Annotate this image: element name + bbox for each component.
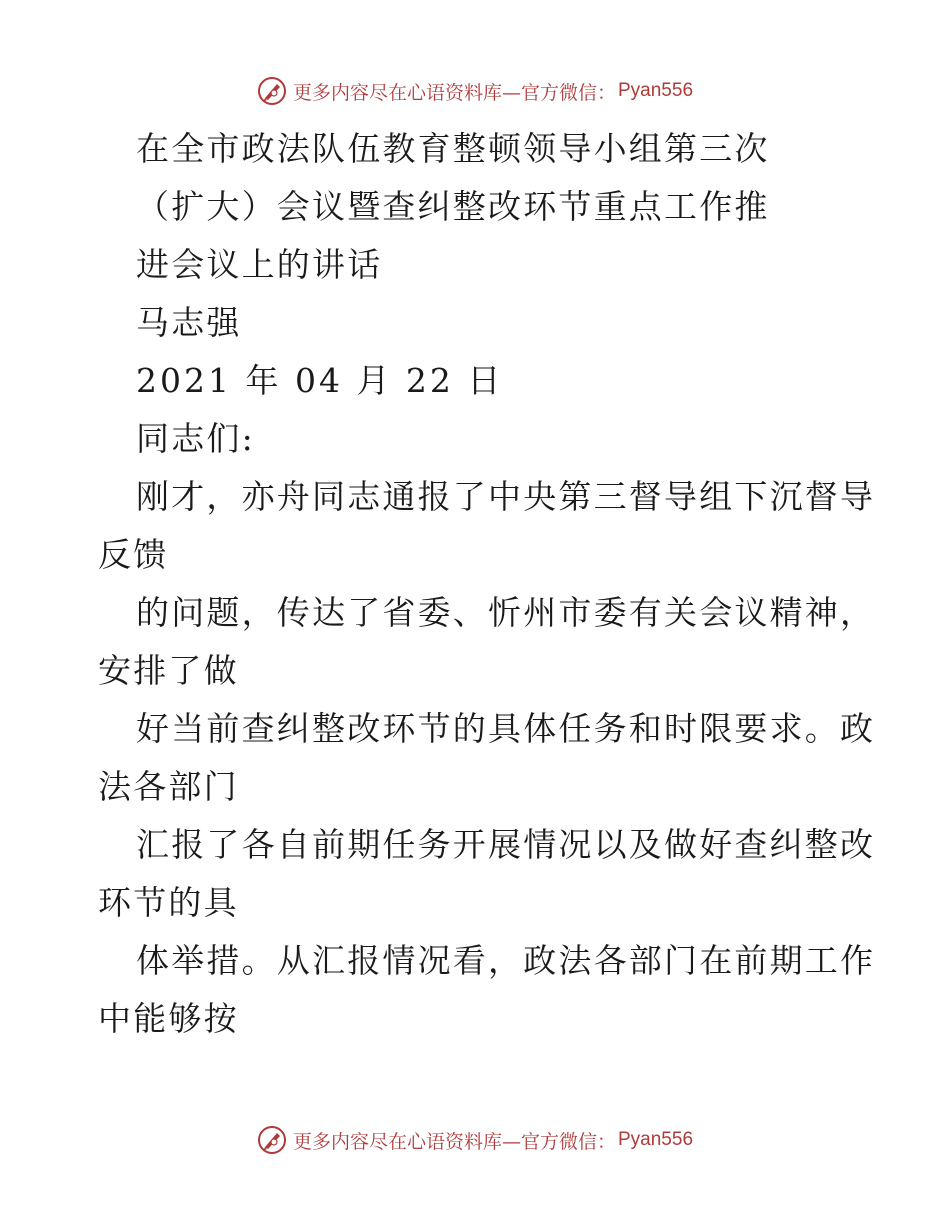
body-text-line: 汇报了各自前期任务开展情况以及做好查纠整改: [136, 825, 876, 864]
body-text-line: 环节的具: [98, 883, 239, 922]
salutation: 同志们:: [136, 419, 255, 458]
body-text-line: 刚才，亦舟同志通报了中央第三督导组下沉督导: [136, 477, 876, 516]
watermark-header: [0, 71, 950, 111]
body-text-line: 安排了做: [98, 651, 239, 690]
speech-paragraph: [98, 468, 876, 1048]
title-line: （扩大）会议暨查纠整改环节重点工作推: [136, 187, 770, 226]
watermark-wechat-id: Pyan556: [618, 80, 694, 101]
pen-logo-icon: [257, 76, 287, 106]
title-line: 进会议上的讲话: [136, 245, 383, 284]
author-name: 马志强: [136, 303, 242, 342]
watermark-text: 更多内容尽在心语资料库—官方微信：: [292, 1130, 616, 1153]
body-text-line: 反馈: [98, 535, 169, 574]
body-text-line: 中能够按: [98, 999, 239, 1038]
document-body: [98, 120, 876, 1048]
body-text-line: 法各部门: [98, 767, 239, 806]
speech-date: 2021 年 04 月 22 日: [136, 361, 504, 400]
title-line: 在全市政法队伍教育整顿领导小组第三次: [136, 129, 770, 168]
body-text-line: 好当前查纠整改环节的具体任务和时限要求。政: [136, 709, 876, 748]
watermark-wechat-id: Pyan556: [618, 1129, 694, 1150]
body-text-line: 的问题，传达了省委、忻州市委有关会议精神，: [136, 593, 876, 632]
watermark-text: 更多内容尽在心语资料库—官方微信：: [292, 81, 616, 104]
body-text-line: 体举措。从汇报情况看，政法各部门在前期工作: [136, 941, 876, 980]
pen-logo-icon: [257, 1125, 287, 1155]
watermark-footer: [0, 1120, 950, 1160]
